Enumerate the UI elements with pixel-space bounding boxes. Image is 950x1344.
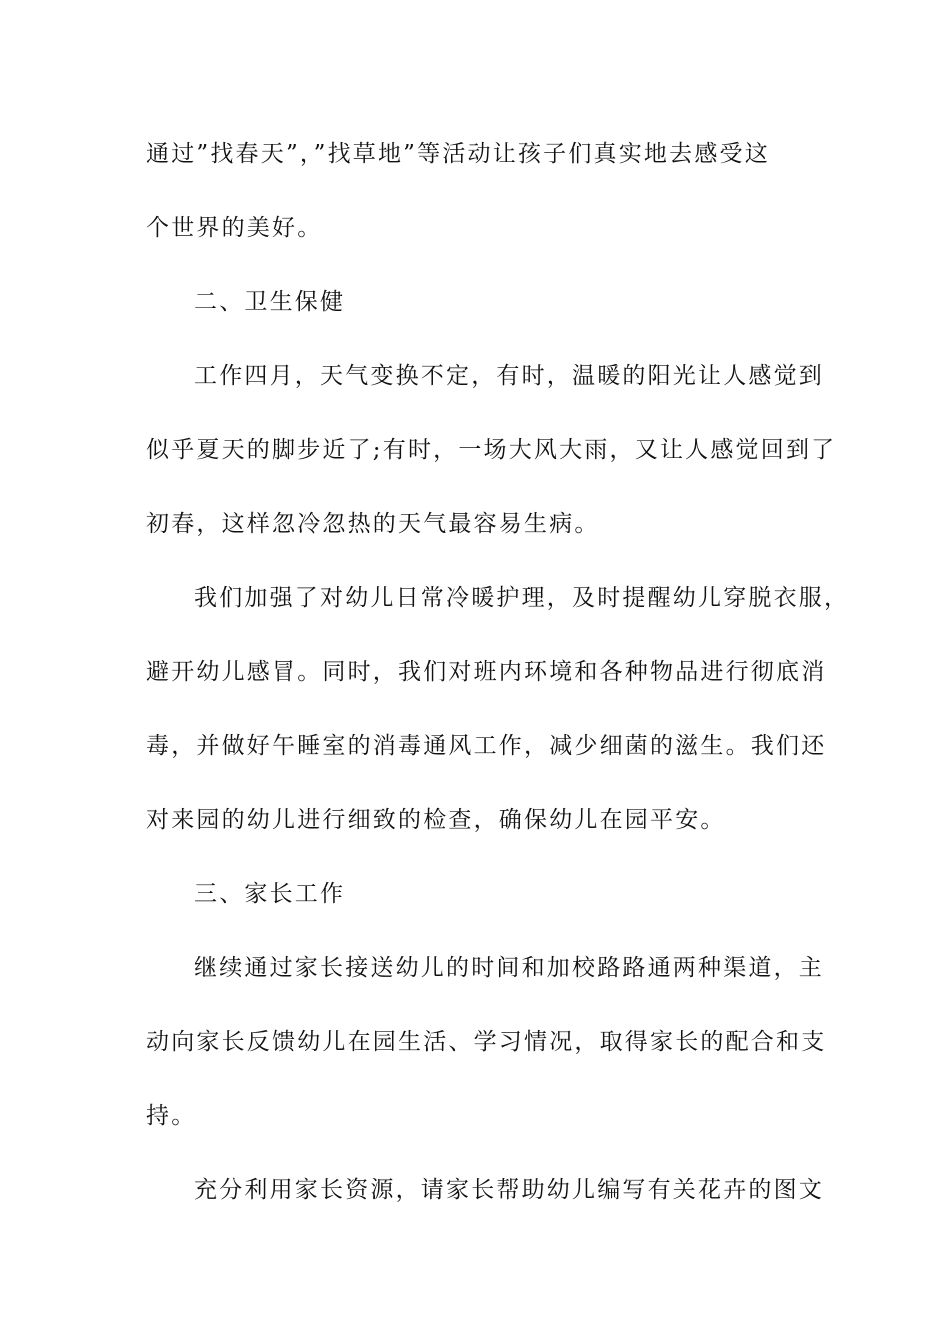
- paragraph-line: 持。: [146, 1103, 197, 1129]
- paragraph-line: 我们加强了对幼儿日常冷暖护理，及时提醒幼儿穿脱衣服，: [194, 585, 850, 611]
- paragraph-line: 毒，并做好午睡室的消毒通风工作，减少细菌的滋生。我们还: [146, 733, 827, 759]
- section-heading-parents: 三、家长工作: [194, 881, 346, 907]
- paragraph-line: 初春，这样忽冷忽热的天气最容易生病。: [146, 511, 600, 537]
- paragraph-line: 工作四月，天气变换不定，有时，温暖的阳光让人感觉到: [194, 363, 824, 389]
- paragraph-line: 充分利用家长资源，请家长帮助幼儿编写有关花卉的图文: [194, 1177, 824, 1203]
- paragraph-line: 通过”找春天”，”找草地”等活动让孩子们真实地去感受这: [146, 141, 770, 167]
- paragraph-line: 动向家长反馈幼儿在园生活、学习情况，取得家长的配合和支: [146, 1029, 827, 1055]
- paragraph-line: 继续通过家长接送幼儿的时间和加校路路通两种渠道，主: [194, 955, 824, 981]
- paragraph-line: 似乎夏天的脚步近了;有时，一场大风大雨，又让人感觉回到了: [146, 437, 837, 463]
- paragraph-line: 避开幼儿感冒。同时，我们对班内环境和各种物品进行彻底消: [146, 659, 827, 685]
- paragraph-line: 对来园的幼儿进行细致的检查，确保幼儿在园平安。: [146, 807, 726, 833]
- section-heading-hygiene: 二、卫生保健: [194, 289, 346, 315]
- paragraph-line: 个世界的美好。: [146, 215, 323, 241]
